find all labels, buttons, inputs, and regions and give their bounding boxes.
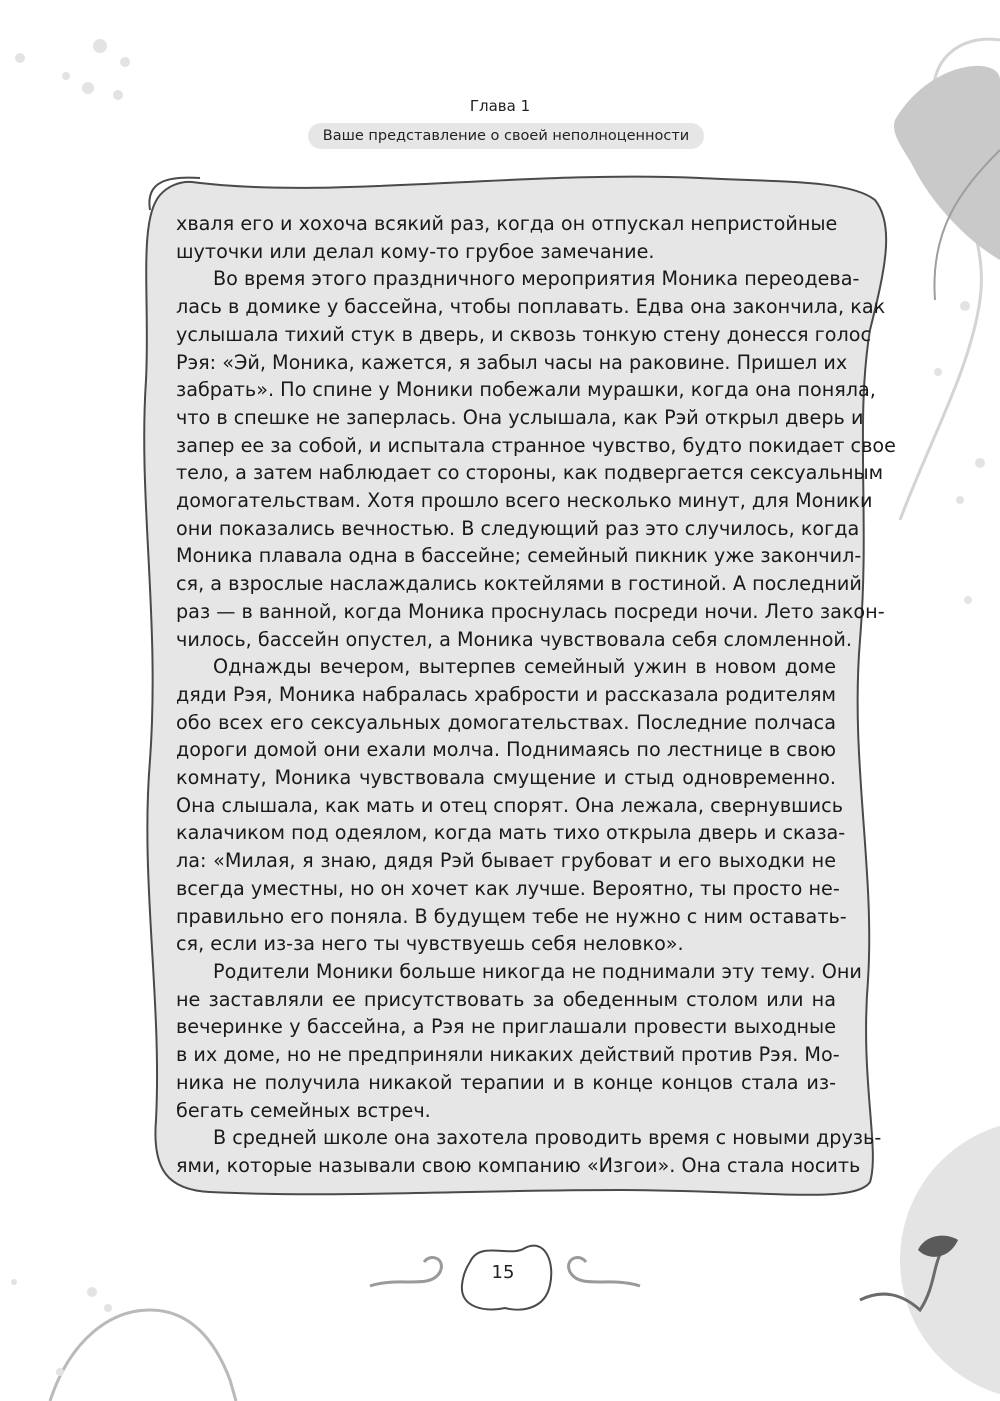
text-line: Во время этого праздничного мероприятия Моника переодева- <box>213 267 860 291</box>
text-line: услышала тихий стук в дверь, и сквозь тонкую стену донесся голос <box>176 322 872 346</box>
paragraph <box>176 653 847 958</box>
paragraph <box>176 265 896 653</box>
text-line: бегать семейных встреч. <box>176 1098 431 1122</box>
text-line: калачиком под одеялом, когда мать тихо открыла дверь и сказа- <box>176 821 846 845</box>
text-line: чилось, бассейн опустел, а Моника чувствовала себя сломленной. <box>176 627 853 651</box>
text-line: комнату, Моника чувствовала смущение и стыд одновременно. <box>176 766 836 790</box>
text-line: обо всех его сексуальных домогательствах. Последние полчаса <box>176 710 836 734</box>
text-line: лась в домике у бассейна, чтобы поплавать. Едва она закончила, как <box>176 295 886 319</box>
paragraph <box>176 958 862 1124</box>
text-line: не заставляли ее присутствовать за обеденным столом или на <box>176 987 836 1011</box>
text-line: забрать». По спине у Моники побежали мурашки, когда она поняла, <box>176 378 876 402</box>
text-line: Рэя: «Эй, Моника, кажется, я забыл часы на раковине. Пришел их <box>176 350 848 374</box>
text-line: вечеринке у бассейна, а Рэя не приглашали провести выходные <box>176 1015 836 1039</box>
decor-circle-bottom-right <box>900 1120 1000 1400</box>
text-line: Однажды вечером, вытерпев семейный ужин в новом доме <box>213 655 836 679</box>
decor-dots-top-left <box>15 39 130 100</box>
text-line: ника не получила никакой терапии и в конце концов стала из- <box>176 1070 836 1094</box>
text-line: ся, а взрослые наслаждались коктейлями в гостиной. А последний <box>176 572 862 596</box>
text-line: запер ее за собой, и испытала странное чувство, будто покидает свое <box>176 433 896 457</box>
chapter-label: Глава 1 <box>469 97 531 115</box>
text-line: правильно его поняла. В будущем тебе не нужно с ним оставать- <box>176 904 847 928</box>
text-line: что в спешке не заперлась. Она услышала, как Рэй открыл дверь и <box>176 405 864 429</box>
text-line: домогательствам. Хотя прошло всего несколько минут, для Моники <box>176 489 873 513</box>
text-line: дяди Рэя, Моника набралась храбрости и рассказала родителям <box>176 682 836 706</box>
text-line: Родители Моники больше никогда не поднимали эту тему. Они <box>213 959 862 983</box>
text-line: в их доме, но не предприняли никаких действий против Рэя. Мо- <box>176 1043 840 1067</box>
text-line: В средней школе она захотела проводить время с новыми друзь- <box>213 1126 882 1150</box>
text-line: Моника плавала одна в бассейне; семейный пикник уже закончил- <box>176 544 862 568</box>
text-line: ями, которые называли свою компанию «Изгои». Она стала носить <box>176 1153 861 1177</box>
body-text <box>176 210 896 1180</box>
decor-swirl-bottom-left <box>50 1310 236 1401</box>
chapter-title-pill: Ваше представление о своей неполноценности <box>308 123 704 149</box>
text-line: раз — в ванной, когда Моника проснулась посреди ночи. Лето закон- <box>176 599 885 623</box>
text-line: дороги домой они ехали молча. Поднимаясь по лестнице в свою <box>176 738 836 762</box>
decor-leaf-shape-right <box>894 66 1000 260</box>
text-line: они показались вечностью. В следующий раз это случилось, когда <box>176 516 860 540</box>
text-line: тело, а затем наблюдает со стороны, как подвергается сексуальным <box>176 461 884 485</box>
decor-dots-right <box>934 301 985 604</box>
page-number: 15 <box>491 1262 515 1283</box>
text-line: Она слышала, как мать и отец спорят. Она лежала, свернувшись <box>176 793 844 817</box>
text-line: ся, если из-за него ты чувствуешь себя неловко». <box>176 932 684 956</box>
text-line: шуточки или делал кому-то грубое замечание. <box>176 239 655 263</box>
text-line: хваля его и хохоча всякий раз, когда он отпускал непристойные <box>176 212 838 235</box>
paragraph <box>176 1124 882 1179</box>
paragraph <box>176 210 836 265</box>
text-line: всегда уместны, но он хочет как лучше. Вероятно, ты просто не- <box>176 876 840 900</box>
text-line: ла: «Милая, я знаю, дядя Рэй бывает грубоват и его выходки не <box>176 849 836 873</box>
